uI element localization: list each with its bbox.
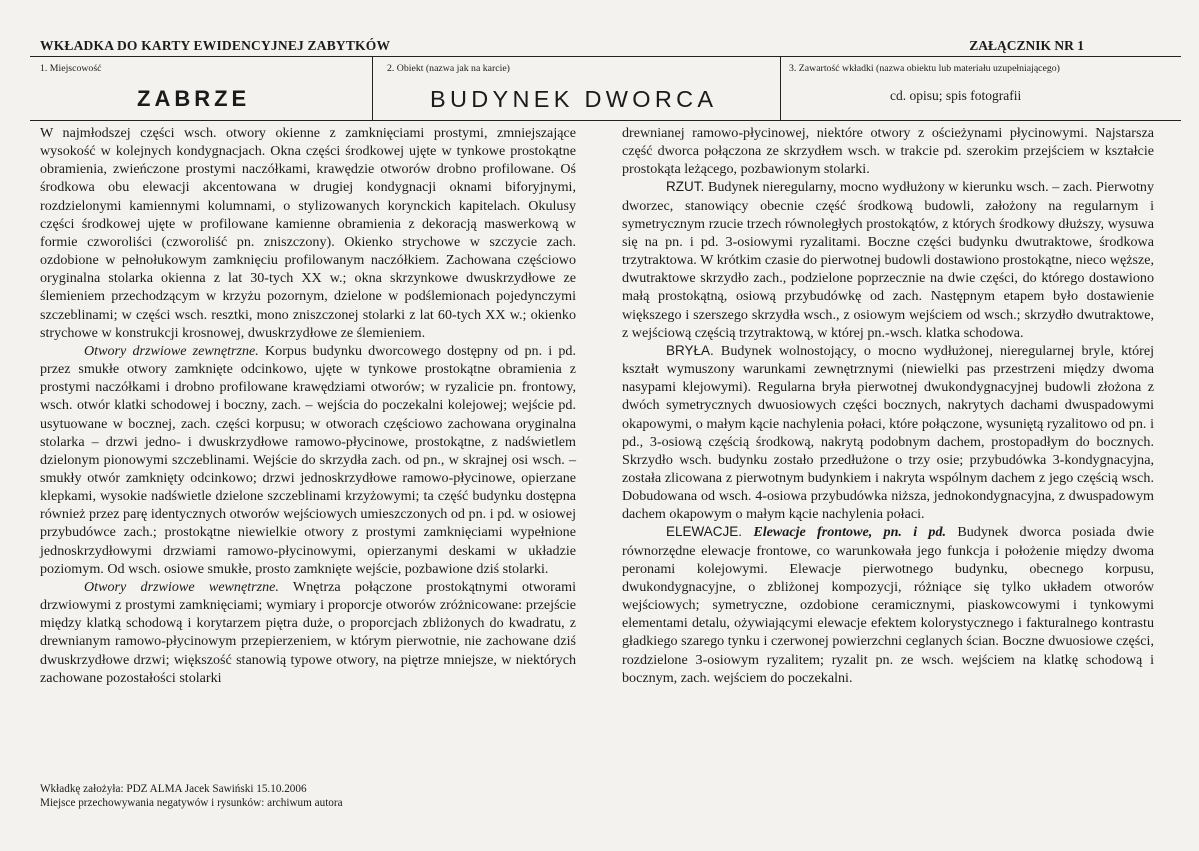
paragraph-interior-doors-cont: drewnianej ramowo-płycinowej, niektóre otwory z ościeżynami płycinowymi. Najstarsza część dworca połączona ze skrzydłem wsch. w trakcie pd. szerokim przejściem w kształcie prostokąta leżącego, pozbawionym stolarki. <box>622 125 1154 178</box>
heading-interior-doors: Otwory drzwiowe wewnętrzne. <box>84 578 279 595</box>
heading-elevations: ELEWACJE. <box>666 524 743 540</box>
field-value-locality: ZABRZE <box>137 86 251 111</box>
paragraph-interior-doors <box>40 578 576 687</box>
header-rule <box>30 56 1181 57</box>
field-value-object: BUDYNEK DWORCA <box>430 86 718 112</box>
field-label-object: 2. Obiekt (nazwa jak na karcie) <box>387 63 510 74</box>
field-label-locality: 1. Miejscowość <box>40 63 102 74</box>
heading-massing: BRYŁA. <box>666 342 714 358</box>
footer-archive: Miejsce przechowywania negatywów i rysunków: archiwum autora <box>40 797 343 809</box>
field-divider-2 <box>780 56 781 121</box>
paragraph-elevations <box>622 523 1154 686</box>
heading-plan: RZUT. <box>666 179 705 195</box>
sheet-title: WKŁADKA DO KARTY EWIDENCYJNEJ ZABYTKÓW <box>40 38 391 53</box>
paragraph-plan <box>622 178 1154 341</box>
text-massing: Budynek wolnostojący, o mocno wydłużonej, nieregularnej bryle, której kształt wymuszony warunkami zewnętrznymi (niewielki pas przestrzeni między dwoma nasypami klejowymi). Regularna bryła pierwotnej dwukondygnacyjnej budowli złożona z dwóch symetrycznych dwuosiowych części bocznych, nakrytych dachami dwuspadowymi okapowymi, o małym kącie nachylenia połaci, które połączone, wysuniętą ryzalitowo od pn. i pd., 3-osiową częścią środkową, nakrytą podobnym dachem, prostopadłym do bocznych. Skrzydło wsch. budynku zostało przedłużone o trzy osie; przybudówka 3-kondygnacyjna, została zlicowana z pierwotnym budynkiem i nakryta wspólnym dachem z jego częścią wsch. Dobudowana od wsch. 4-osiowa przybudówka niższa, jednokondygnacyjna, z dwuspadowym dachem okapowym o małym kącie nachylenia połaci. <box>622 342 1154 523</box>
footer-author: Wkładkę założyła: PDZ ALMA Jacek Sawiński 15.10.2006 <box>40 783 307 795</box>
annex-label: ZAŁĄCZNIK NR 1 <box>969 38 1084 53</box>
right-text-column <box>622 124 1154 687</box>
paragraph-massing <box>622 342 1154 524</box>
text-plan: Budynek nieregularny, mocno wydłużony w kierunku wsch. – zach. Pierwotny dworzec, stanowiący obecnie część środkową budowli, założony na regularnym i symetrycznym rzucie trzech równoległych prostokątów, z których środkowy dłuższy, wysuwa się na pn. i pd. 3-osiowymi ryzalitami. Boczne części budynku dwutraktowe, środkowa trzytraktowa. W krótkim czasie do pierwotnej budowli dostawiono prostokątne, nieco węższe, dwutraktowe skrzydło zach., podzielone poprzecznie na dwie części, do którego dostawiono małą prostokątną, osiową przybudówkę od zach. Następnym etapem było dostawienie większego i szerszego skrzydła wsch., z osiowym wejściem od wsch.; skrzydło dwutraktowe, z wejściową częścią trzytraktową, w której pn.-wsch. klatka schodowa. <box>622 179 1154 341</box>
text-elevations: Budynek dworca posiada dwie równorzędne elewacje frontowe, co warunkowała jego funkcja i położenie między dwoma peronami kolejowymi. Elewacje pierwotnego budynku, obecnego korpusu, dwukondygnacyjne, o zbliżonej kompozycji, różniące się tylko układem otworów wejściowych; symetryczne, ozdobione ceramicznymi, piaskowcowymi i tynkowymi elementami detalu, ożywiającymi elewacje efektem kolorystycznego i fakturalnego kontrastu gładkiego szarego tynku i czerwonej powierzchni ceglanych ścian. Boczne dwuosiowe części, rozdzielone 3-osiowym ryzalitem; ryzalit pn. ze wsch. wejściem na klatkę schodową i bocznym, zach. wejściem do poczekalni. <box>622 524 1155 686</box>
paragraph-windows: W najmłodszej części wsch. otwory okienne z zamknięciami prostymi, zmniejszające wysokość w kolejnych kondygnacjach. Okna części środkowej ujęte w tynkowe prostokątne obramienia, zwieńczone prostymi naczółkami, krawędzie otworów drobno profilowane. Oś środkowa obu elewacji akcentowana w drugiej kondygnacji oknami biforyjnymi, rozdzielonymi kamiennymi kolumnami, o stylizowanych korynckich kapitelach. Okulusy części środkowej ujęte w profilowane kamienne obramienia z dekoracją maswerkową w formie czworoliści (czworoliść pn. zniszczony). Okienko strychowe w szczycie zach. ozdobione w pełnołukowym zamknięciu profilowanym naczółkiem. Zachowana częściowo oryginalna stolarka okienna z lat 30-tych XX w.; okna skrzynkowe dwuskrzydłowe ze ślemieniem przechodzącym w krzyżu pozornym, dzielone w podślemionach pojedynczymi szczeblinami; w części wsch. resztki, mono zniszczonej stolarki z lat 60-tych XX w.; okienko strychowe w konstrukcji krosnowej, dwuskrzydłowe ze ślemieniem. <box>40 125 576 341</box>
left-text-column <box>40 124 576 687</box>
field-label-contents: 3. Zawartość wkładki (nazwa obiektu lub materiału uzupełniającego) <box>789 63 1060 74</box>
text-interior-doors: Wnętrza połączone prostokątnymi otworami drzwiowymi z prostymi zamknięciami; wymiary i proporcje otworów zróżnicowane: przejście między klatką schodową i korytarzem piętra duże, o proporcjach zbliżonych do kwadratu, z drewnianym ramowo-płycinowym przepierzeniem, w którym pierwotnie, nie zachowane dziś dwuskrzydłowe drzwi; większość stanowią typowe otwory, na piętrze mniejsze, w niektórych zachowane pozostałości stolarki <box>40 578 576 686</box>
heading-exterior-doors: Otwory drzwiowe zewnętrzne. <box>84 342 259 359</box>
field-value-contents: cd. opisu; spis fotografii <box>890 88 1022 103</box>
paragraph-exterior-doors <box>40 342 576 578</box>
subheading-front-elevations: Elewacje frontowe, pn. i pd. <box>753 524 947 541</box>
field-divider-1 <box>372 56 373 121</box>
text-exterior-doors: Korpus budynku dworcowego dostępny od pn. i pd. przez smukłe otwory zamknięte odcinkowo, ujęte w tynkowe prostokątne obramienia z prostymi naczółkami i drobno profilowane krawędziami otworów; w ryzalicie pn. frontowy, wsch. otwór klatki schodowej i boczny, zach. – wejścia do poczekalni kolejowej; wejście pd. usytuowane w bocznej, zach. części korpusu; w otworach częściowo zachowana oryginalna stolarka – drzwi jedno- i dwuskrzydłowe ramowo-płycinowe, prostokątne, z nadświetlem dzielonym pionowymi szczeblinami. Wejście do skrzydła zach. od pn., w skrajnej osi wsch. – smukły otwór zamknięty odcinkowo; drzwi jednoskrzydłowe ramowo-płycinowe, opierzane klepkami, wysokie nadświetle dzielone szczeblinami krzyżowymi; ta część budynku dostępna również przez parę identycznych otworów wejściowych umieszczonych od pn. i pd. w osiowej przybudówce zach.; prostokątne niewielkie otwory z prostymi zamknięciami wypełnione jednoskrzydłowymi drzwiami ramowo-płycinowymi, opierzanymi deskami w układzie poziomym. Od wsch. osiowe smukłe, prosto zamknięte wejście, pozbawione dziś stolarki. <box>40 342 576 577</box>
fields-bottom-rule <box>30 120 1181 121</box>
